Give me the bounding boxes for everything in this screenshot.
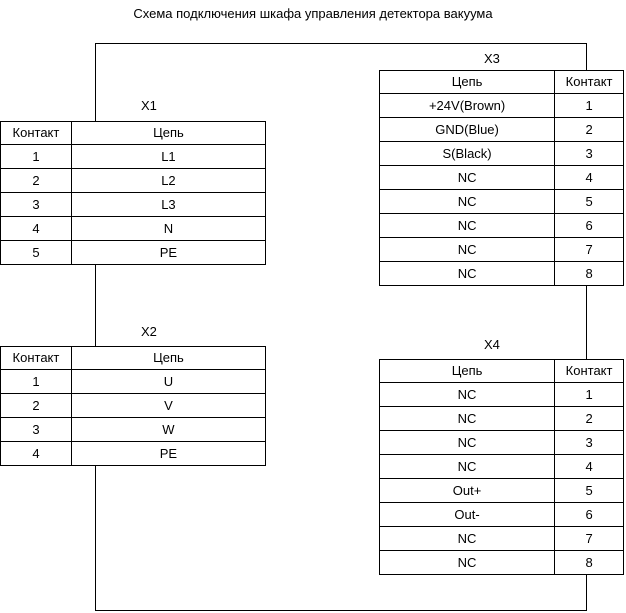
x3-contact-cell: 8 xyxy=(555,262,624,286)
x3-contact-cell: 6 xyxy=(555,214,624,238)
x2-label: X2 xyxy=(141,324,157,339)
x1-table xyxy=(0,121,266,265)
table-row xyxy=(1,370,266,394)
table-row xyxy=(1,145,266,169)
x4-circuit-cell: NC xyxy=(380,407,555,431)
x4-circuit-cell: NC xyxy=(380,431,555,455)
x1-header-circuit: Цепь xyxy=(71,122,265,145)
x4-contact-cell: 1 xyxy=(555,383,624,407)
x4-header-circuit: Цепь xyxy=(380,360,555,383)
table-row xyxy=(380,262,624,286)
x3-circuit-cell: NC xyxy=(380,166,555,190)
table-row xyxy=(380,166,624,190)
diagram-title: Схема подключения шкафа управления детектора вакуума xyxy=(133,6,493,21)
x1-contact-cell: 3 xyxy=(1,193,72,217)
table-row xyxy=(380,455,624,479)
x3-table xyxy=(379,70,624,286)
x1-circuit-cell: L3 xyxy=(71,193,265,217)
x3-header-contact: Контакт xyxy=(555,71,624,94)
x1-circuit-cell: N xyxy=(71,217,265,241)
x4-contact-cell: 7 xyxy=(555,527,624,551)
x3-circuit-cell: NC xyxy=(380,262,555,286)
table-row xyxy=(1,241,266,265)
x3-circuit-cell: +24V(Brown) xyxy=(380,94,555,118)
table-row xyxy=(380,479,624,503)
x2-circuit-cell: PE xyxy=(71,442,265,466)
x2-circuit-cell: U xyxy=(71,370,265,394)
table-row xyxy=(1,442,266,466)
x3-circuit-cell: S(Black) xyxy=(380,142,555,166)
table-row xyxy=(1,394,266,418)
x3-circuit-cell: NC xyxy=(380,238,555,262)
x3-label: X3 xyxy=(484,51,500,66)
x3-header-circuit: Цепь xyxy=(380,71,555,94)
table-row xyxy=(1,193,266,217)
x3-circuit-cell: GND(Blue) xyxy=(380,118,555,142)
x4-contact-cell: 2 xyxy=(555,407,624,431)
table-row xyxy=(380,503,624,527)
x1-contact-cell: 5 xyxy=(1,241,72,265)
x4-contact-cell: 5 xyxy=(555,479,624,503)
x2-contact-cell: 3 xyxy=(1,418,72,442)
x4-circuit-cell: NC xyxy=(380,551,555,575)
x4-circuit-cell: Out+ xyxy=(380,479,555,503)
x3-contact-cell: 3 xyxy=(555,142,624,166)
x4-header-contact: Контакт xyxy=(555,360,624,383)
x2-header-circuit: Цепь xyxy=(71,347,265,370)
table-row xyxy=(380,383,624,407)
table-row xyxy=(1,169,266,193)
x3-contact-cell: 5 xyxy=(555,190,624,214)
x3-circuit-cell: NC xyxy=(380,214,555,238)
x4-circuit-cell: NC xyxy=(380,383,555,407)
x2-contact-cell: 2 xyxy=(1,394,72,418)
x2-header-contact: Контакт xyxy=(1,347,72,370)
table-row xyxy=(380,431,624,455)
table-row xyxy=(380,190,624,214)
table-row xyxy=(380,551,624,575)
x3-contact-cell: 4 xyxy=(555,166,624,190)
x1-contact-cell: 1 xyxy=(1,145,72,169)
table-row xyxy=(380,214,624,238)
table-row xyxy=(380,118,624,142)
x4-circuit-cell: NC xyxy=(380,455,555,479)
x3-contact-cell: 1 xyxy=(555,94,624,118)
x4-contact-cell: 4 xyxy=(555,455,624,479)
table-row xyxy=(380,142,624,166)
x1-circuit-cell: L1 xyxy=(71,145,265,169)
x1-header-contact: Контакт xyxy=(1,122,72,145)
x2-table xyxy=(0,346,266,466)
x2-contact-cell: 1 xyxy=(1,370,72,394)
x1-contact-cell: 4 xyxy=(1,217,72,241)
x2-circuit-cell: V xyxy=(71,394,265,418)
table-row xyxy=(380,94,624,118)
x4-contact-cell: 8 xyxy=(555,551,624,575)
x4-table xyxy=(379,359,624,575)
table-row xyxy=(1,217,266,241)
x1-circuit-cell: L2 xyxy=(71,169,265,193)
x1-circuit-cell: PE xyxy=(71,241,265,265)
table-row xyxy=(380,238,624,262)
x1-contact-cell: 2 xyxy=(1,169,72,193)
x3-contact-cell: 2 xyxy=(555,118,624,142)
x1-label: X1 xyxy=(141,98,157,113)
table-row xyxy=(380,407,624,431)
x2-circuit-cell: W xyxy=(71,418,265,442)
table-row xyxy=(380,527,624,551)
x4-label: X4 xyxy=(484,337,500,352)
x4-contact-cell: 3 xyxy=(555,431,624,455)
x4-circuit-cell: Out- xyxy=(380,503,555,527)
x3-contact-cell: 7 xyxy=(555,238,624,262)
x3-circuit-cell: NC xyxy=(380,190,555,214)
x2-contact-cell: 4 xyxy=(1,442,72,466)
x4-contact-cell: 6 xyxy=(555,503,624,527)
table-row xyxy=(1,418,266,442)
x4-circuit-cell: NC xyxy=(380,527,555,551)
